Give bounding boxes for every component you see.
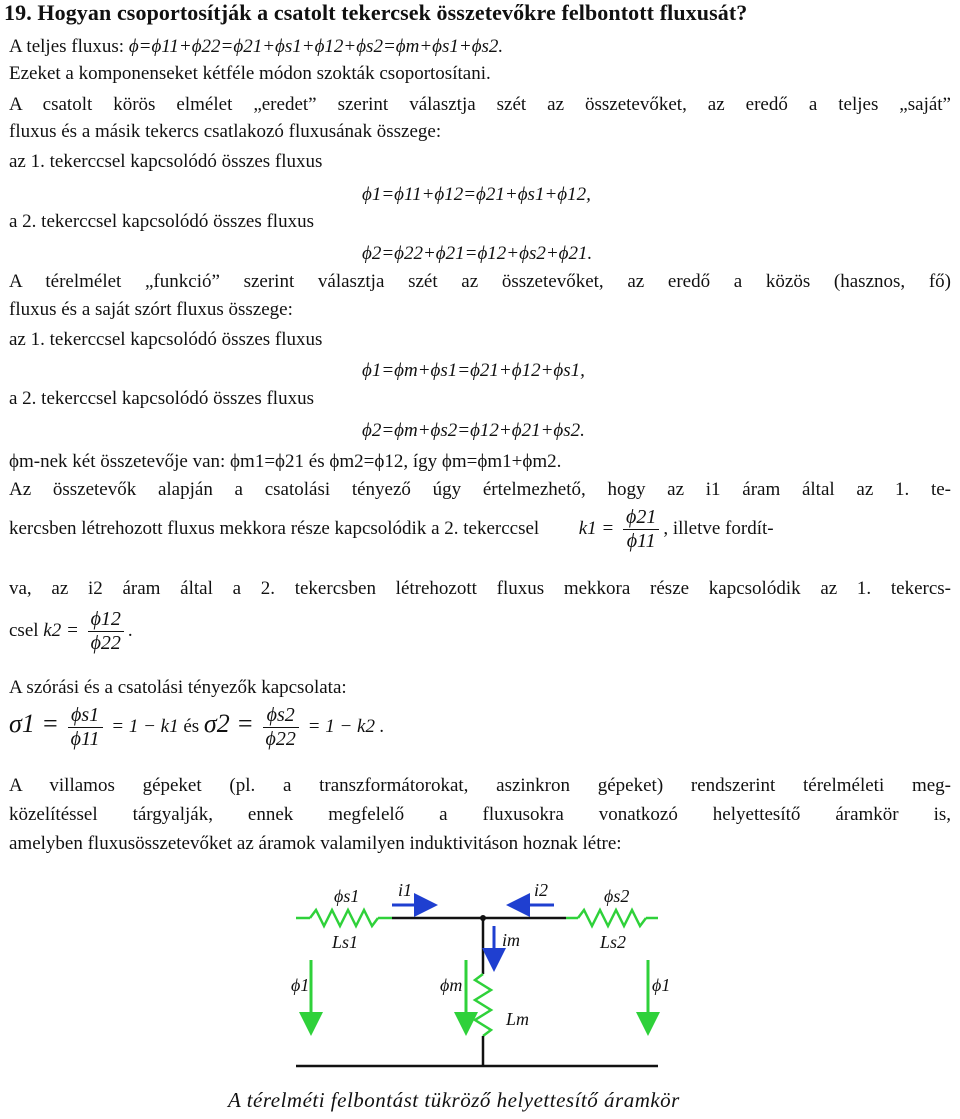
sigma1-rhs: = 1 − k1 xyxy=(111,715,179,737)
inductor-ls2 xyxy=(578,910,646,926)
label-phi1-left: ϕ1 xyxy=(291,975,310,995)
paragraph-line: fluxus és a másik tekercs csatlakozó fluxusának összege: xyxy=(9,121,442,142)
label-phi-m: ϕm xyxy=(440,975,463,995)
total-flux-formula: ϕ=ϕ11+ϕ22=ϕ21+ϕs1+ϕ12+ϕs2=ϕm+ϕs1+ϕs2. xyxy=(128,36,504,57)
paragraph-text: . xyxy=(127,619,133,641)
paragraph-line: a 2. tekerccsel kapcsolódó összes fluxus xyxy=(9,211,314,232)
figure-caption: A térelméti felbontást tükröző helyettesítő áramkör xyxy=(228,1088,680,1112)
label-phi-s2: ϕs2 xyxy=(604,886,630,906)
paragraph-line: Az összetevők alapján a csatolási tényező úgy értelmezhető, hogy az i1 áram által az 1. te- xyxy=(9,479,951,500)
paragraph-line: fluxus és a saját szórt fluxus összege: xyxy=(9,299,293,320)
paragraph-text: csel xyxy=(9,619,39,641)
k2-symbol: k2 = xyxy=(43,619,79,641)
fraction-numerator: ϕ21 xyxy=(623,506,659,530)
equivalent-circuit-diagram xyxy=(0,870,960,1085)
leakage-factor-equations xyxy=(9,704,384,751)
total-flux-label: A teljes fluxus: xyxy=(9,36,129,57)
fraction-denominator: ϕ22 xyxy=(90,632,121,654)
paragraph-line: A térelmélet „funkció” szerint választja szét az összetevőket, az eredő a közös (hasznos, fő) xyxy=(9,271,951,292)
paragraph-line: az 1. tekerccsel kapcsolódó összes fluxus xyxy=(9,329,323,350)
inductor-ls1 xyxy=(310,910,378,926)
sigma1-fraction xyxy=(68,704,103,751)
paragraph-line: közelítéssel tárgyalják, ennek megfelelő a fluxusokra vonatkozó helyettesítő áramkör is, xyxy=(9,804,951,825)
label-phi1-right: ϕ1 xyxy=(652,975,671,995)
label-ls1: Ls1 xyxy=(332,932,359,952)
conjunction-text: és xyxy=(183,715,204,737)
fraction-numerator: ϕs1 xyxy=(68,704,103,728)
equation-flux-2: ϕ2=ϕ22+ϕ21=ϕ12+ϕs2+ϕ21. xyxy=(362,243,593,264)
k1-symbol: k1 = xyxy=(578,517,615,539)
fraction-numerator: ϕ12 xyxy=(88,608,124,632)
paragraph-line: amelyben fluxusösszetevőket az áramok valamilyen induktivitáson hoznak létre: xyxy=(9,833,622,854)
paragraph-text: kercsben létrehozott fluxus mekkora része kapcsolódik a 2. tekerccsel xyxy=(9,517,540,539)
paragraph-line: A szórási és a csatolási tényezők kapcsolata: xyxy=(9,677,347,698)
coupling-factor-2-line xyxy=(9,608,133,655)
k2-fraction xyxy=(88,608,124,655)
paragraph-line: ϕm-nek két összetevője van: ϕm1=ϕ21 és ϕm2=ϕ12, így ϕm=ϕm1+ϕm2. xyxy=(9,451,562,472)
label-lm: Lm xyxy=(506,1009,530,1029)
label-i1: i1 xyxy=(398,880,413,900)
equation-flux-4: ϕ2=ϕm+ϕs2=ϕ12+ϕ21+ϕs2. xyxy=(362,420,585,441)
k1-fraction xyxy=(623,506,659,553)
paragraph-line: a 2. tekerccsel kapcsolódó összes fluxus xyxy=(9,388,314,409)
paragraph-line: az 1. tekerccsel kapcsolódó összes fluxus xyxy=(9,151,323,172)
label-i2: i2 xyxy=(534,880,549,900)
paragraph-line: va, az i2 áram által a 2. tekercsben létrehozott fluxus mekkora része kapcsolódik az 1. tekercs- xyxy=(9,578,951,599)
fraction-denominator: ϕ11 xyxy=(70,728,100,750)
equation-flux-1: ϕ1=ϕ11+ϕ12=ϕ21+ϕs1+ϕ12, xyxy=(362,184,591,205)
inductor-lm xyxy=(475,974,491,1036)
sigma2-fraction xyxy=(263,704,299,751)
label-im: im xyxy=(502,930,520,950)
paragraph-text: , illetve fordít- xyxy=(663,517,774,539)
sigma2-lhs: σ2 = xyxy=(203,708,254,738)
sigma1-lhs: σ1 = xyxy=(9,708,59,738)
total-flux-line xyxy=(9,36,503,58)
fraction-numerator: ϕs2 xyxy=(263,704,299,728)
label-phi-s1: ϕs1 xyxy=(334,886,360,906)
fraction-denominator: ϕ11 xyxy=(626,530,656,552)
paragraph-line: Ezeket a komponenseket kétféle módon szokták csoportosítani. xyxy=(9,63,491,84)
label-ls2: Ls2 xyxy=(600,932,627,952)
sigma2-rhs: = 1 − k2 . xyxy=(307,715,385,737)
page-title: 19. Hogyan csoportosítják a csatolt tekercsek összetevőkre felbontott fluxusát? xyxy=(4,0,748,25)
coupling-factor-1-line xyxy=(9,506,774,553)
paragraph-line: A csatolt körös elmélet „eredet” szerint választja szét az összetevőket, az eredő a teljes „saját” xyxy=(9,94,951,115)
fraction-denominator: ϕ22 xyxy=(265,728,296,750)
paragraph-line: A villamos gépeket (pl. a transzformátorokat, aszinkron gépeket) rendszerint térelméleti meg- xyxy=(9,775,951,796)
equation-flux-3: ϕ1=ϕm+ϕs1=ϕ21+ϕ12+ϕs1, xyxy=(362,360,585,381)
